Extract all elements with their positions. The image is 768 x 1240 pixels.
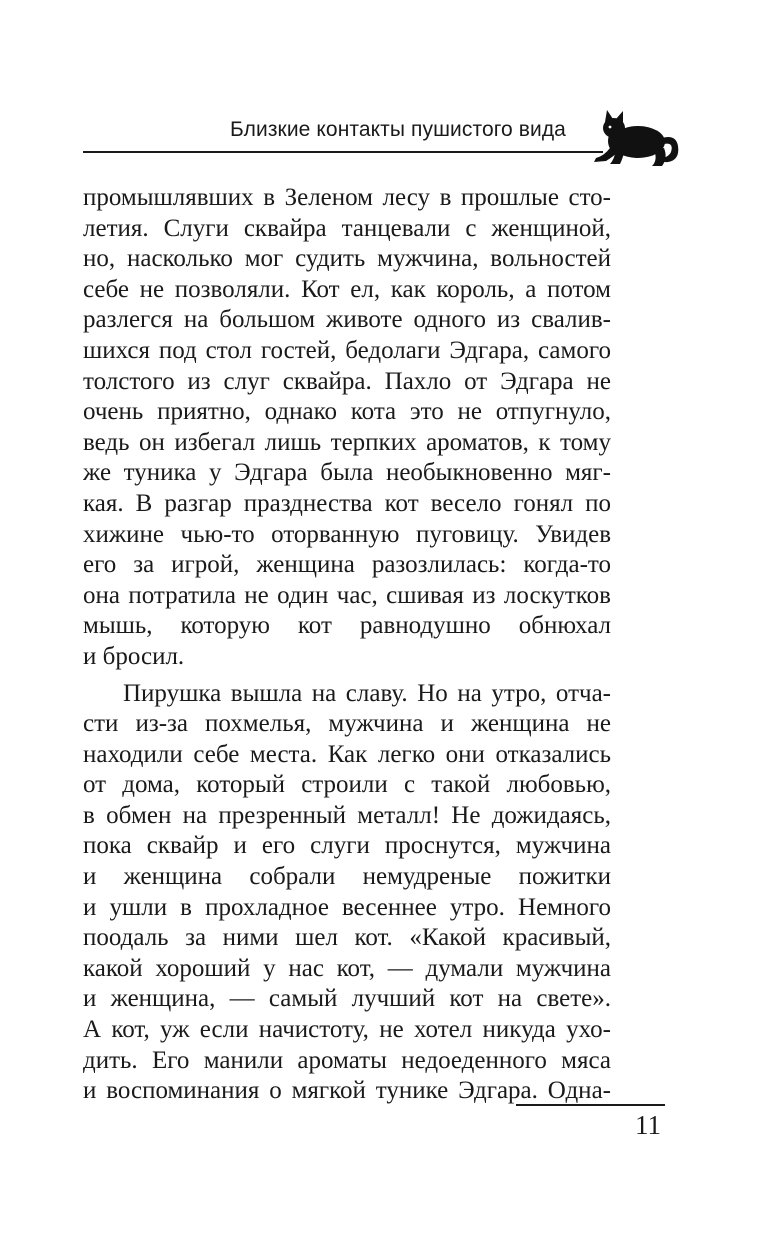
text-line: промышлявших в Зеленом лесу в прошлые сто- <box>83 184 611 211</box>
text-line: его за игрой, женщина разозлилась: когда-то <box>83 551 611 579</box>
text-line: мышь, которую кот равнодушно обнюхал <box>83 612 611 640</box>
text-line: какой хороший у нас кот, — думали мужчина <box>83 954 611 982</box>
text-line: А кот, уж если начистоту, не хотел никуда ухо- <box>83 1016 611 1044</box>
paragraph-1 <box>83 183 611 673</box>
text-line: поодаль за ними шел кот. «Какой красивый, <box>83 924 611 952</box>
body-text <box>83 183 611 1107</box>
page-number: 11 <box>635 1110 661 1140</box>
text-line: же туника у Эдгара была необыкновенно мяг- <box>83 459 611 487</box>
text-line: летия. Слуги сквайра танцевали с женщиной, <box>83 214 611 242</box>
text-line: находили себе места. Как легко они отказались <box>83 740 611 768</box>
text-line: разлегся на большом животе одного из свалив- <box>83 306 611 334</box>
text-line: кая. В разгар празднества кот весело гонял по <box>83 489 611 517</box>
text-line: в обмен на презренный металл! Не дожидаясь, <box>83 801 611 829</box>
text-line: сти из-за похмелья, мужчина и женщина не <box>83 710 611 738</box>
text-line: ведь он избегал лишь терпких ароматов, к тому <box>83 428 611 456</box>
text-line: шихся под стол гостей, бедолаги Эдгара, самого <box>83 336 611 364</box>
text-line: Пирушка вышла на славу. Но на утро, отча- <box>123 679 611 707</box>
text-line: но, насколько мог судить мужчина, вольностей <box>83 245 611 273</box>
text-line: и ушли в прохладное весеннее утро. Немного <box>83 893 611 921</box>
text-line: и воспоминания о мягкой тунике Эдгара. Одна- <box>83 1077 611 1105</box>
header-rule <box>83 151 603 153</box>
text-line: себе не позволяли. Кот ел, как король, а потом <box>83 275 611 303</box>
text-line: очень приятно, однако кота это не отпугнуло, <box>83 398 611 426</box>
text-line: толстого из слуг сквайра. Пахло от Эдгара не <box>83 367 611 395</box>
text-line: от дома, который строили с такой любовью, <box>83 771 611 799</box>
paragraph-2 <box>83 679 611 1107</box>
text-line: дить. Его манили ароматы недоеденного мяса <box>83 1046 611 1074</box>
text-line: она потратила не один час, сшивая из лоскутков <box>83 581 611 609</box>
footer-rule <box>516 1104 665 1106</box>
text-line: пока сквайр и его слуги проснутся, мужчина <box>83 832 611 860</box>
text-line: хижине чью-то оторванную пуговицу. Увидев <box>83 520 611 548</box>
text-line: и женщина собрали немудреные пожитки <box>83 863 611 891</box>
cat-silhouette-icon <box>588 108 680 172</box>
text-line: и бросил. <box>83 642 185 670</box>
running-head: Близкие контакты пушистого вида <box>230 118 566 141</box>
text-line: и женщина, — самый лучший кот на свете». <box>83 985 611 1013</box>
